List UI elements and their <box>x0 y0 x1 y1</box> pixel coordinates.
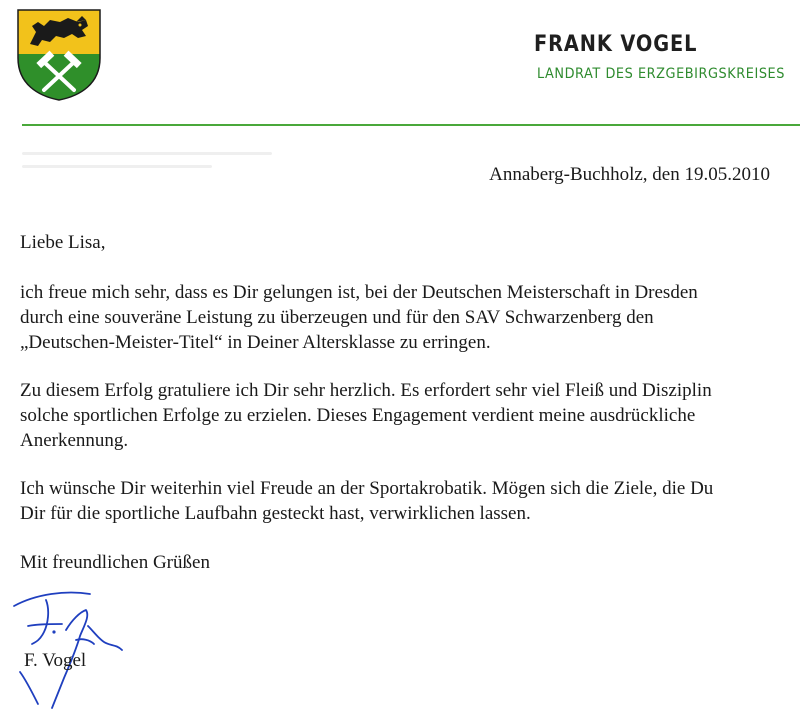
closing: Mit freundlichen Grüßen <box>20 552 210 573</box>
text-line: ich freue mich sehr, dass es Dir gelungen ist, bei der Deutschen Meisterschaft in Dresden <box>20 282 698 303</box>
paragraph <box>20 378 800 453</box>
text-line: Ich wünsche Dir weiterhin viel Freude an der Sportakrobatik. Mögen sich die Ziele, die Du <box>20 478 714 499</box>
letterhead-title: LANDRAT DES ERZGEBIRGSKREISES <box>537 66 785 82</box>
letter-body <box>20 230 800 549</box>
letterhead-divider <box>22 124 800 126</box>
text-line: solche sportlichen Erfolge zu erzielen. Dieses Engagement verdient meine ausdrückliche <box>20 405 696 426</box>
text-line: Dir für die sportliche Laufbahn gesteckt hast, verwirklichen lassen. <box>20 503 531 524</box>
text-line: „Deutschen-Meister-Titel“ in Deiner Altersklasse zu erringen. <box>20 332 491 353</box>
text-line: durch eine souveräne Leistung zu überzeugen und für den SAV Schwarzenberg den <box>20 307 654 328</box>
salutation: Liebe Lisa, <box>20 232 106 253</box>
signer-name: F. Vogel <box>24 650 87 671</box>
bleed-through-address <box>22 152 322 192</box>
paragraph <box>20 280 800 355</box>
letterhead-name: FRANK VOGEL <box>534 32 698 57</box>
coat-of-arms-icon <box>16 8 102 102</box>
date-line: Annaberg-Buchholz, den 19.05.2010 <box>489 164 770 185</box>
text-line: Zu diesem Erfolg gratuliere ich Dir sehr herzlich. Es erfordert sehr viel Fleiß und Disziplin <box>20 380 712 401</box>
text-line: Anerkennung. <box>20 430 129 451</box>
paragraph <box>20 476 800 526</box>
